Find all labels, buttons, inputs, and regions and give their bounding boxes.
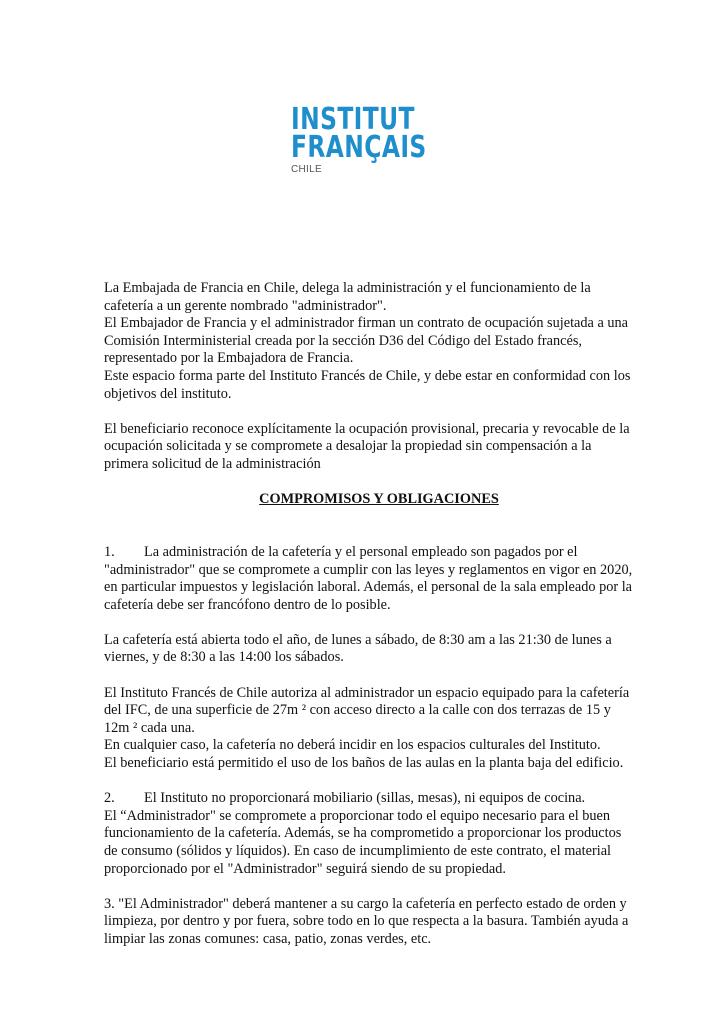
institut-francais-logo [291, 102, 451, 175]
document-body [104, 280, 634, 949]
item-1-number: 1. [104, 543, 115, 560]
intro-paragraph-3: Este espacio forma parte del Instituto Francés de Chile, y debe estar en conformidad con los objetivos del instituto. [104, 367, 631, 402]
logo-line-2: FRANÇAIS [291, 130, 427, 165]
item-3: 3. "El Administrador" deberá mantener a su cargo la cafetería en perfecto estado de orden y limpieza, por dentro y por fuera, sobre todo en lo que respecta a la basura. También ayuda a limpiar las zonas comunes: casa, patio, zonas verdes, etc. [104, 895, 629, 947]
item-1-culture: En cualquier caso, la cafetería no deberá incidir en los espacios culturales del Instituto. [104, 737, 601, 754]
item-2 [104, 790, 634, 808]
logo-subtitle: CHILE [291, 164, 322, 175]
intro-paragraph-2: El Embajador de Francia y el administrador firman un contrato de ocupación sujetada a una Comisión Interministerial creada por la sección D36 del Código del Estado francés, representado por la Embajadora de Francia. [104, 315, 629, 367]
item-1-hours: La cafetería está abierta todo el año, de lunes a sábado, de 8:30 am a las 21:30 de lunes a viernes, y de 8:30 a las 14:00 los sábados. [104, 631, 612, 666]
item-1-text: La administración de la cafetería y el personal empleado son pagados por el "administrador" que se compromete a cumplir con las leyes y reglamentos en vigor en 2020, en particular impuestos y legislación laboral. Además, el personal de la sala empleado por la cafetería debe ser francófono dentro de lo posible. [104, 543, 633, 613]
item-1 [104, 544, 634, 614]
intro-paragraph-1: La Embajada de Francia en Chile, delega la administración y el funcionamiento de la cafetería a un gerente nombrado "administrador". [104, 280, 591, 314]
section-heading: COMPROMISOS Y OBLIGACIONES [259, 491, 499, 508]
item-1-toilets: El beneficiario está permitido el uso de los baños de las aulas en la planta baja del edificio. [104, 755, 624, 772]
logo-line-1: INSTITUT [291, 102, 415, 137]
item-2-text-continued: El “Administrador" se compromete a proporcionar todo el equipo necesario para el buen funcionamiento de la cafetería. Además, se ha comprometido a proporcionar los productos de consumo (sólidos y líquidos). En caso de incumplimiento de este contrato, el material proporcionado por el "Administrador" seguirá siendo de su propiedad. [104, 807, 622, 877]
item-1-space: El Instituto Francés de Chile autoriza al administrador un espacio equipado para la cafetería del IFC, de una superficie de 27m ² con acceso directo a la calle con dos terrazas de 15 y 12m ² cada una. [104, 684, 630, 736]
item-2-text: El Instituto no proporcionará mobiliario (sillas, mesas), ni equipos de cocina. [144, 790, 586, 807]
item-2-number: 2. [104, 790, 115, 807]
intro-paragraph-4: El beneficiario reconoce explícitamente la ocupación provisional, precaria y revocable de la ocupación solicitada y se compromete a desalojar la propiedad sin compensación a la primera solicitud de la administración [104, 420, 630, 472]
